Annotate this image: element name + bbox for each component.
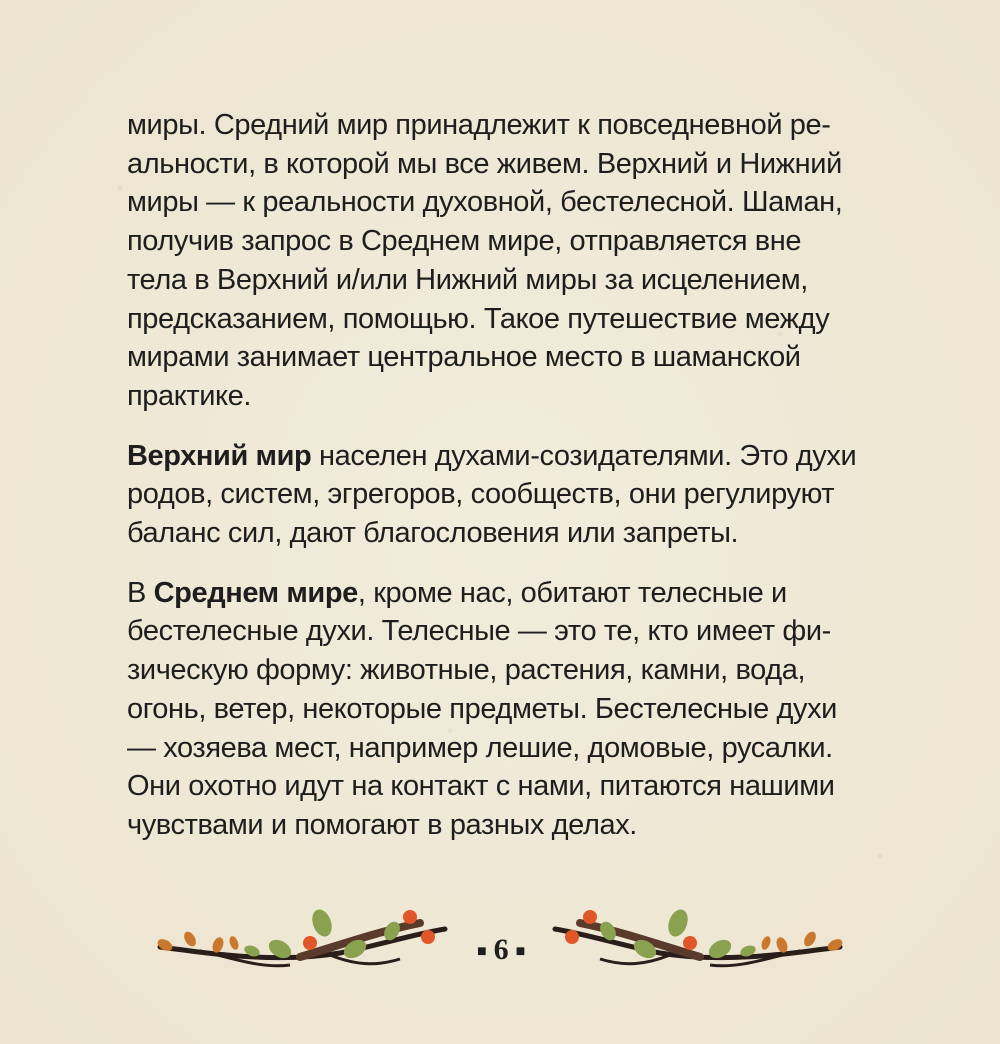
bold-term: Среднем мире — [153, 576, 358, 609]
page-footer — [0, 905, 1000, 985]
text-segment: бестелесные духи. Телесные — это те, кто имеет фи- — [127, 615, 831, 648]
text-segment: чувствами и помогают в разных делах. — [127, 808, 637, 841]
text-line — [127, 437, 897, 476]
text-line — [127, 690, 897, 729]
text-segment: получив запрос в Среднем мире, отправляется вне — [127, 225, 802, 258]
text-segment: огонь, ветер, некоторые предметы. Бестелесные духи — [127, 692, 837, 725]
text-line — [127, 338, 897, 377]
text-line — [127, 377, 897, 416]
left-branch-ornament — [0, 905, 470, 985]
text-segment: миры. Средний мир принадлежит к повседневной ре- — [127, 109, 831, 141]
text-line — [127, 475, 897, 514]
text-segment: баланс сил, дают благословения или запреты. — [127, 517, 739, 550]
text-segment: Они охотно идут на контакт с нами, питаются нашими — [127, 770, 835, 803]
text-line — [127, 767, 897, 806]
text-line — [127, 514, 897, 553]
text-segment: В — [127, 576, 154, 609]
text-line — [127, 222, 897, 261]
text-segment: — хозяева мест, например лешие, домовые, русалки. — [127, 731, 833, 764]
text-line — [127, 261, 897, 300]
text-segment: зическую форму: животные, растения, камни, вода, — [127, 654, 806, 687]
paragraph — [127, 437, 897, 553]
text-segment: родов, систем, эгрегоров, сообществ, они регулируют — [127, 478, 835, 511]
text-segment: практике. — [127, 379, 252, 412]
text-line — [127, 106, 897, 145]
page-text — [127, 106, 897, 866]
text-segment: альности, в которой мы все живем. Верхний и Нижний — [127, 147, 842, 180]
right-branch-ornament — [530, 905, 1000, 985]
text-line — [127, 145, 897, 184]
paragraph — [127, 574, 897, 845]
text-line — [127, 612, 897, 651]
text-line — [127, 729, 897, 768]
text-line — [127, 806, 897, 845]
text-segment: миры — к реальности духовной, бестелесной. Шаман, — [127, 186, 843, 219]
page-number: ■ 6 ■ — [477, 933, 526, 966]
bold-term: Верхний мир — [127, 439, 312, 472]
text-segment: предсказанием, помощью. Такое путешествие между — [127, 302, 830, 335]
text-line — [127, 300, 897, 339]
text-line — [127, 574, 897, 613]
text-segment: населен духами-созидателями. Это духи — [311, 439, 857, 472]
paragraph — [127, 106, 897, 416]
text-segment: , кроме нас, обитают телесные и — [357, 576, 787, 609]
text-segment: мирами занимает центральное место в шаманской — [127, 341, 801, 374]
text-segment: тела в Верхний и/или Нижний миры за исцелением, — [127, 263, 808, 296]
text-line — [127, 183, 897, 222]
text-line — [127, 651, 897, 690]
